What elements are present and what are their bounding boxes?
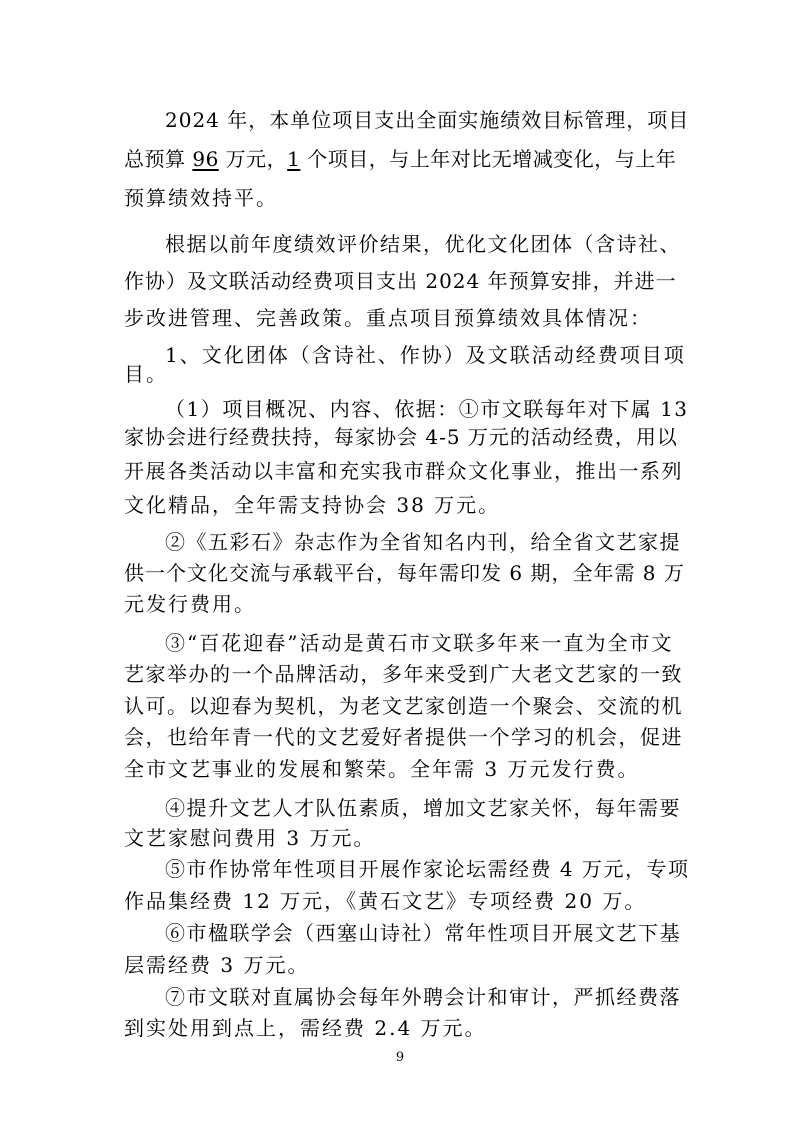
p6-line-1: ⑥市楹联学会（西塞山诗社）常年性项目开展文艺下基 xyxy=(165,921,681,945)
intro-line-2: 作协）及文联活动经费项目支出 2024 年预算安排，并进一 xyxy=(124,269,677,293)
summary-line-2-prefix: 总预算 xyxy=(124,147,193,171)
total-budget-value: 96 xyxy=(192,147,219,171)
intro-line-1: 根据以前年度绩效评价结果，优化文化团体（含诗社、 xyxy=(165,232,681,256)
p3-line-4: 会，也给年青一代的文艺爱好者提供一个学习的机会，促进 xyxy=(124,725,683,749)
p3-line-2: 艺家举办的一个品牌活动，多年来受到广大老文艺家的一致 xyxy=(124,662,683,686)
p2-line-1: ②《五彩石》杂志作为全省知名内刊，给全省文艺家提 xyxy=(165,530,681,554)
p4-line-2: 文艺家慰问费用 3 万元。 xyxy=(124,826,376,850)
overview-line-2: 家协会进行经费扶持，每家协会 4-5 万元的活动经费，用以 xyxy=(124,425,678,449)
p2-line-2: 供一个文化交流与承载平台，每年需印发 6 期，全年需 8 万 xyxy=(124,561,685,585)
intro-line-3: 步改进管理、完善政策。重点项目预算绩效具体情况： xyxy=(124,306,652,330)
overview-line-4: 文化精品，全年需支持协会 38 万元。 xyxy=(124,493,501,517)
overview-line-1: （1）项目概况、内容、依据：①市文联每年对下属 13 xyxy=(165,397,689,421)
page-number: 9 xyxy=(395,1050,405,1065)
p5-line-2: 作品集经费 12 万元，《黄石文艺》专项经费 20 万。 xyxy=(124,889,647,913)
p3-line-5: 全市文艺事业的发展和繁荣。全年需 3 万元发行费。 xyxy=(124,757,640,781)
p5-line-1: ⑤市作协常年性项目开展作家论坛需经费 4 万元，专项 xyxy=(165,857,690,881)
summary-line-3: 预算绩效持平。 xyxy=(124,186,278,210)
p3-line-1: ③“百花迎春”活动是黄石市文联多年来一直为全市文 xyxy=(165,631,674,655)
overview-line-3: 开展各类活动以丰富和充实我市群众文化事业，推出一系列 xyxy=(124,459,683,483)
project-count-value: 1 xyxy=(287,147,301,171)
p3-line-3: 认可。以迎春为契机，为老文艺家创造一个聚会、交流的机 xyxy=(124,694,683,718)
p2-line-3: 元发行费用。 xyxy=(124,592,256,616)
p4-line-1: ④提升文艺人才队伍素质，增加文艺家关怀，每年需要 xyxy=(165,796,681,820)
p7-line-1: ⑦市文联对直属协会每年外聘会计和审计，严抓经费落 xyxy=(165,985,681,1009)
item1-heading-line-1: 1、文化团体（含诗社、作协）及文联活动经费项目项 xyxy=(165,343,686,367)
summary-line-2 xyxy=(124,147,676,171)
p6-line-2: 层需经费 3 万元。 xyxy=(124,953,310,977)
summary-line-2-suffix: 个项目，与上年对比无增减变化，与上年 xyxy=(300,147,677,171)
summary-line-2-mid: 万元， xyxy=(218,147,288,171)
item1-heading-line-2: 目。 xyxy=(124,362,168,386)
p7-line-2: 到实处用到点上，需经费 2.4 万元。 xyxy=(124,1016,487,1040)
summary-line-1: 2024 年，本单位项目支出全面实施绩效目标管理，项目 xyxy=(165,108,690,132)
